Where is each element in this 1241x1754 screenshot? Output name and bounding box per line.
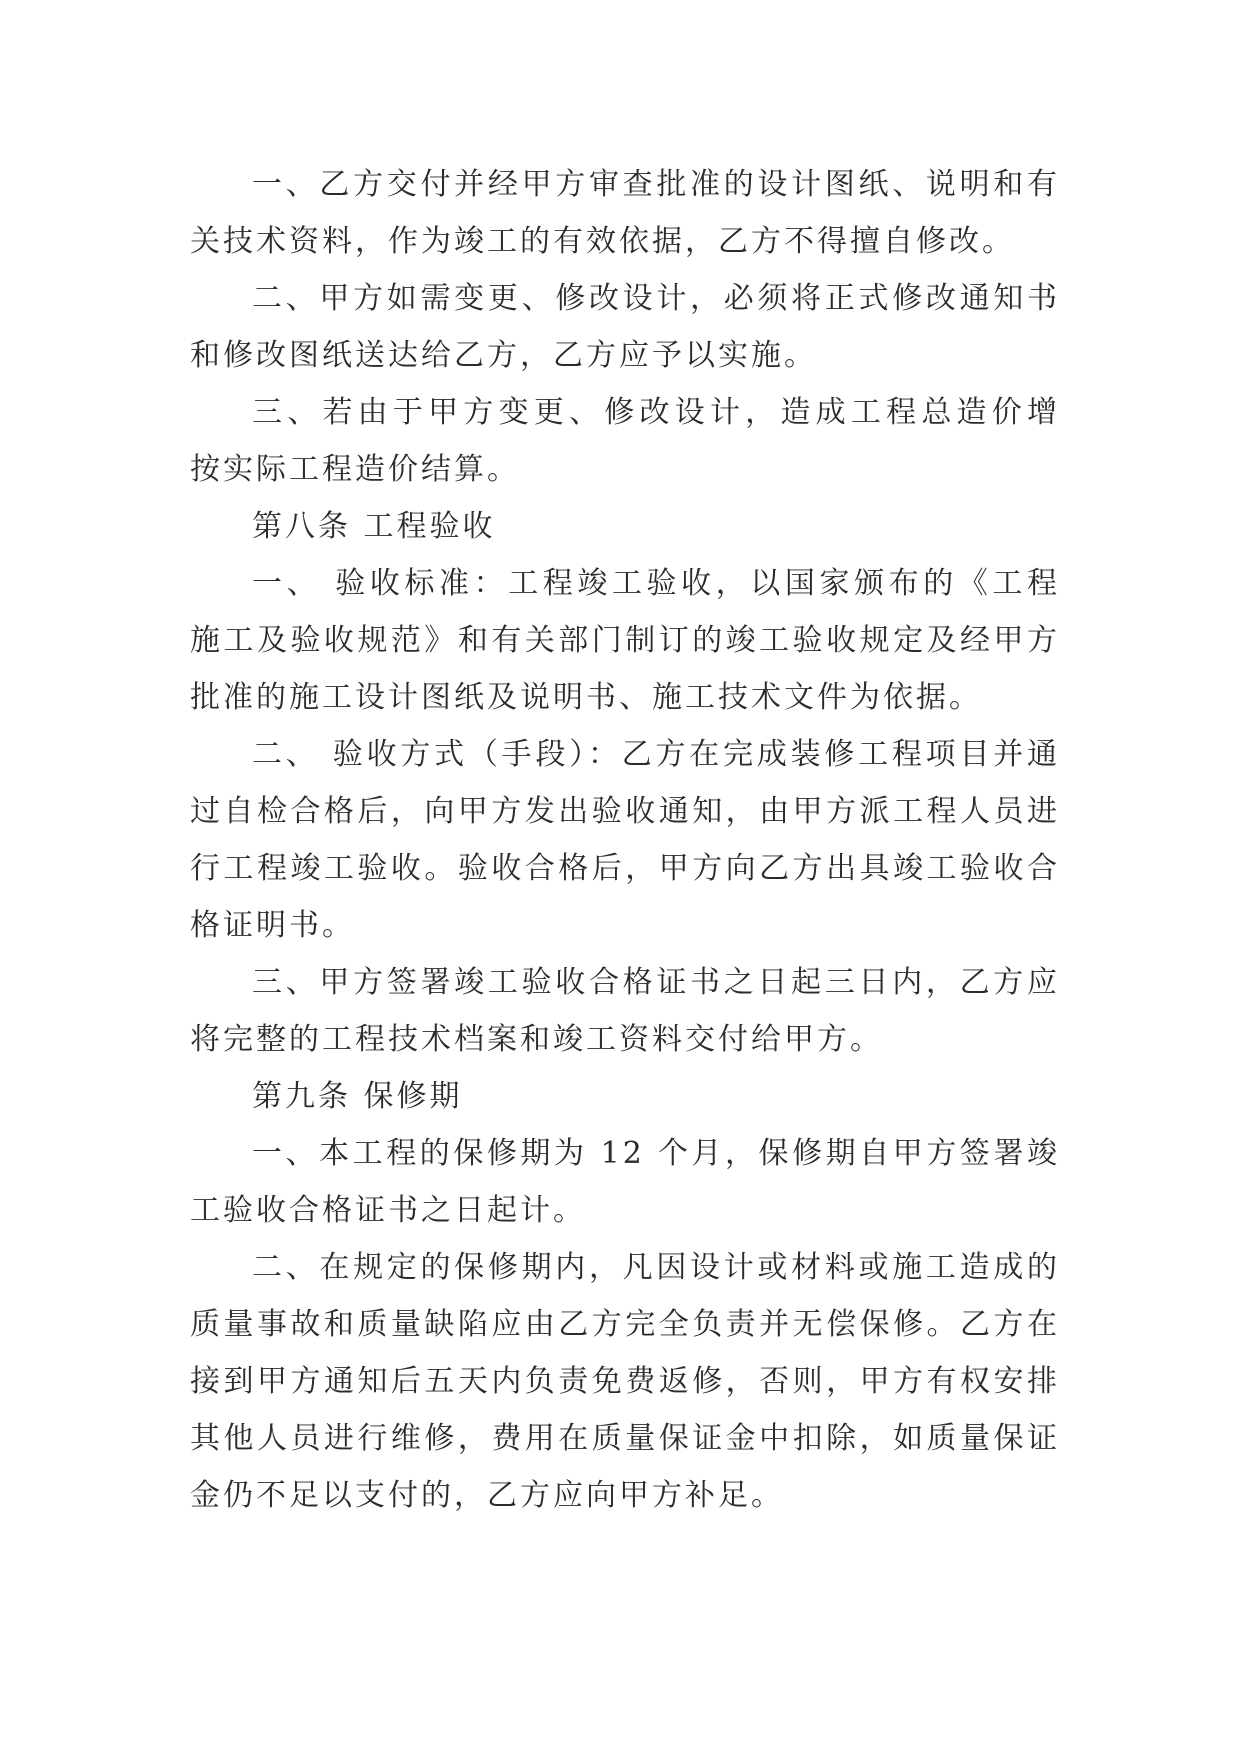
text-line: 金仍不足以支付的，乙方应向甲方补足。 (190, 1478, 784, 1513)
text-line: 工验收合格证书之日起计。 (190, 1193, 586, 1228)
text-line: 批准的施工设计图纸及说明书、施工技术文件为依据。 (190, 680, 982, 715)
text-line: 三、若由于甲方变更、修改设计，造成工程总造价增 (252, 395, 1060, 430)
text-line: 二、甲方如需变更、修改设计，必须将正式修改通知书 (252, 281, 1060, 316)
text-line: 将完整的工程技术档案和竣工资料交付给甲方。 (190, 1022, 883, 1057)
section-heading: 第九条 保修期 (252, 1079, 463, 1114)
text-line: 一、 验收标准：工程竣工验收，以国家颁布的《工程 (252, 566, 1060, 601)
text-line: 一、本工程的保修期为 12 个月，保修期自甲方签署竣 (252, 1136, 1060, 1171)
text-line: 和修改图纸送达给乙方，乙方应予以实施。 (190, 338, 817, 373)
text-line: 施工及验收规范》和有关部门制订的竣工验收规定及经甲方 (190, 623, 1060, 658)
text-line: 二、在规定的保修期内，凡因设计或材料或施工造成的 (252, 1250, 1060, 1285)
text-line: 一、乙方交付并经甲方审查批准的设计图纸、说明和有 (252, 167, 1060, 202)
text-line: 行工程竣工验收。验收合格后，甲方向乙方出具竣工验收合 (190, 851, 1060, 886)
text-line: 二、 验收方式（手段）：乙方在完成装修工程项目并通 (252, 737, 1060, 772)
section-heading: 第八条 工程验收 (252, 509, 496, 544)
text-line: 三、甲方签署竣工验收合格证书之日起三日内，乙方应 (252, 965, 1060, 1000)
text-line: 过自检合格后，向甲方发出验收通知，由甲方派工程人员进 (190, 794, 1060, 829)
text-line: 关技术资料，作为竣工的有效依据，乙方不得擅自修改。 (190, 224, 1015, 259)
text-line: 接到甲方通知后五天内负责免费返修，否则，甲方有权安排 (190, 1364, 1060, 1399)
text-line: 按实际工程造价结算。 (190, 452, 520, 487)
text-line: 质量事故和质量缺陷应由乙方完全负责并无偿保修。乙方在 (190, 1307, 1060, 1342)
text-line: 其他人员进行维修，费用在质量保证金中扣除，如质量保证 (190, 1421, 1060, 1456)
text-line: 格证明书。 (190, 908, 355, 943)
